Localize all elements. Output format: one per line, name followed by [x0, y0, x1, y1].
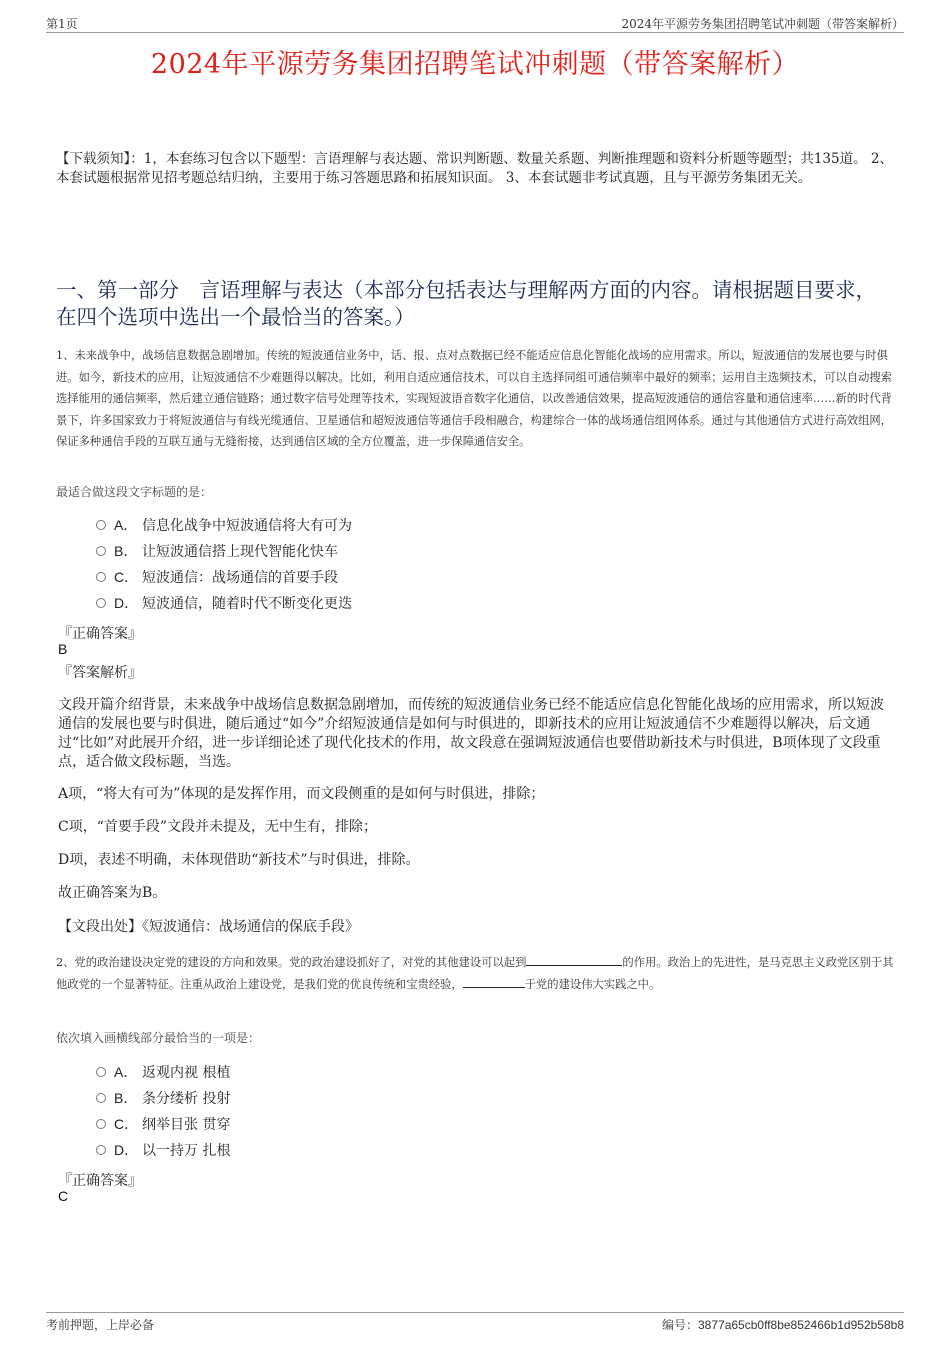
option-key: C．	[114, 569, 139, 585]
q2-stem-part1: 2、党的政治建设决定党的建设的方向和效果。党的政治建设抓好了，对党的其他建设可以起到	[56, 956, 527, 969]
q1-option-b[interactable]	[96, 541, 338, 561]
q2-option-d[interactable]	[96, 1140, 230, 1160]
q2-stem-part3: 于党的建设伟大实践之中。	[524, 977, 661, 991]
radio-icon[interactable]	[96, 1145, 106, 1155]
q2-answer-label: 『正确答案』	[58, 1173, 142, 1189]
q2-answer: C	[58, 1188, 69, 1204]
q1-option-c[interactable]	[96, 567, 338, 587]
option-text: 让短波通信搭上现代智能化快车	[142, 544, 338, 560]
option-text: 纲举目张 贯穿	[142, 1117, 231, 1133]
q2-option-c[interactable]	[96, 1114, 230, 1134]
footer-slogan: 考前押题，上岸必备	[46, 1318, 155, 1332]
footer-code-value: 3877a65cb0ff8be852466b1d952b58b8	[698, 1318, 904, 1332]
q2-blank-2	[463, 976, 525, 988]
q1-analysis-c: C项，“首要手段”文段并未提及，无中生有，排除；	[58, 819, 378, 835]
q1-source: 【文段出处】《短波通信：战场通信的保底手段》	[58, 919, 359, 935]
q1-answer-label: 『正确答案』	[58, 626, 142, 642]
option-key: D．	[114, 595, 139, 611]
footer-code-label: 编号：	[661, 1318, 698, 1332]
radio-icon[interactable]	[96, 520, 106, 530]
q1-analysis-main: 文段开篇介绍背景，未来战争中战场信息数据急剧增加，而传统的短波通信业务已经不能适应信息化智能化战场的应用需求，所以短波通信的发展也要与时俱进，随后通过“如今”介绍短波通信是如何与时俱进的，即新技术的应用让短波通信不少难题得以解决，后文通过“比如”对此展开介绍，进一步详细论述了现代化技术的作用，故文段意在强调短波通信也要借助新技术与时俱进，B项体现了文段重点，适合做文段标题，当选。	[58, 697, 884, 770]
q2-option-b[interactable]	[96, 1088, 230, 1108]
question-2-stem	[56, 952, 894, 995]
radio-icon[interactable]	[96, 1119, 106, 1129]
option-key: B．	[114, 543, 138, 559]
page-header	[46, 14, 904, 33]
page-footer	[46, 1312, 904, 1333]
option-key: A．	[114, 1064, 138, 1080]
radio-icon[interactable]	[96, 546, 106, 556]
page-number: 第1页	[46, 17, 78, 31]
option-text: 信息化战争中短波通信将大有可为	[142, 518, 352, 534]
question-1-prompt: 最适合做这段文字标题的是：	[56, 485, 213, 499]
radio-icon[interactable]	[96, 572, 106, 582]
option-key: C．	[114, 1116, 139, 1132]
option-key: D．	[114, 1142, 139, 1158]
q2-option-a[interactable]	[96, 1062, 230, 1082]
option-text: 短波通信，随着时代不断变化更迭	[142, 596, 352, 612]
q1-option-d[interactable]	[96, 593, 352, 613]
q2-stem-part2: 的作用。政治上的先进性，是马克思主义政党区别于其他政党的一个显著特征。注重从政治上建设党，是我们党的优良传统和宝贵经验，	[56, 956, 894, 991]
option-text: 返观内视 根植	[142, 1065, 231, 1081]
option-text: 短波通信：战场通信的首要手段	[142, 570, 338, 586]
footer-code	[662, 1316, 904, 1333]
option-key: A．	[114, 517, 138, 533]
q2-blank-1	[526, 954, 622, 966]
option-text: 条分缕析 投射	[142, 1091, 231, 1107]
q1-analysis-label: 『答案解析』	[58, 665, 142, 681]
q1-analysis-conclusion: 故正确答案为B。	[58, 885, 167, 901]
option-key: B．	[114, 1090, 138, 1106]
option-text: 以一持万 扎根	[142, 1143, 231, 1159]
q1-analysis-a: A项，“将大有可为”体现的是发挥作用，而文段侧重的是如何与时俱进，排除；	[58, 786, 545, 802]
q1-option-a[interactable]	[96, 515, 352, 535]
radio-icon[interactable]	[96, 1093, 106, 1103]
q1-analysis-d: D项，表述不明确，未体现借助“新技术”与时俱进，排除。	[58, 852, 420, 868]
question-1-stem: 1、未来战争中，战场信息数据急剧增加。传统的短波通信业务中，话、报、点对点数据已经不能适应信息化智能化战场的应用需求。所以，短波通信的发展也要与时俱进。如今，新技术的应用，让短波通信不少难题得以解决。比如，利用自适应通信技术，可以自主选择同组可通信频率中最好的频率；运用自主选频技术，可以自动搜索选择能用的通信频率，然后建立通信链路；通过数字信号处理等技术，实现短波语音数字化通信，以改善通信效果，提高短波通信的通信容量和通信速率……新的时代背景下，许多国家致力于将短波通信与有线光缆通信、卫星通信和超短波通信等通信手段相融合，构建综合一体的战场通信组网体系。通过与其他通信方式进行高效组网，保证多种通信手段的互联互通与无缝衔接，达到通信区域的全方位覆盖，进一步保障通信安全。	[56, 349, 892, 448]
download-notice: 【下载须知】：1，本套练习包含以下题型：言语理解与表达题、常识判断题、数量关系题、判断推理题和资料分析题等题型；共135道。 2、本套试题根据常见招考题总结归纳，主要用于练习答题思路和拓展知识面。 3、本套试题非考试真题，且与平源劳务集团无关。	[56, 151, 893, 186]
header-doc-title: 2024年平源劳务集团招聘笔试冲刺题（带答案解析）	[621, 17, 904, 31]
q1-answer: B	[58, 641, 68, 657]
question-2-prompt: 依次填入画横线部分最恰当的一项是：	[56, 1031, 261, 1045]
radio-icon[interactable]	[96, 1067, 106, 1077]
radio-icon[interactable]	[96, 598, 106, 608]
document-title: 2024年平源劳务集团招聘笔试冲刺题（带答案解析）	[150, 49, 800, 80]
section-heading: 一、第一部分 言语理解与表达（本部分包括表达与理解两方面的内容。请根据题目要求，在四个选项中选出一个最恰当的答案。）	[56, 278, 876, 329]
